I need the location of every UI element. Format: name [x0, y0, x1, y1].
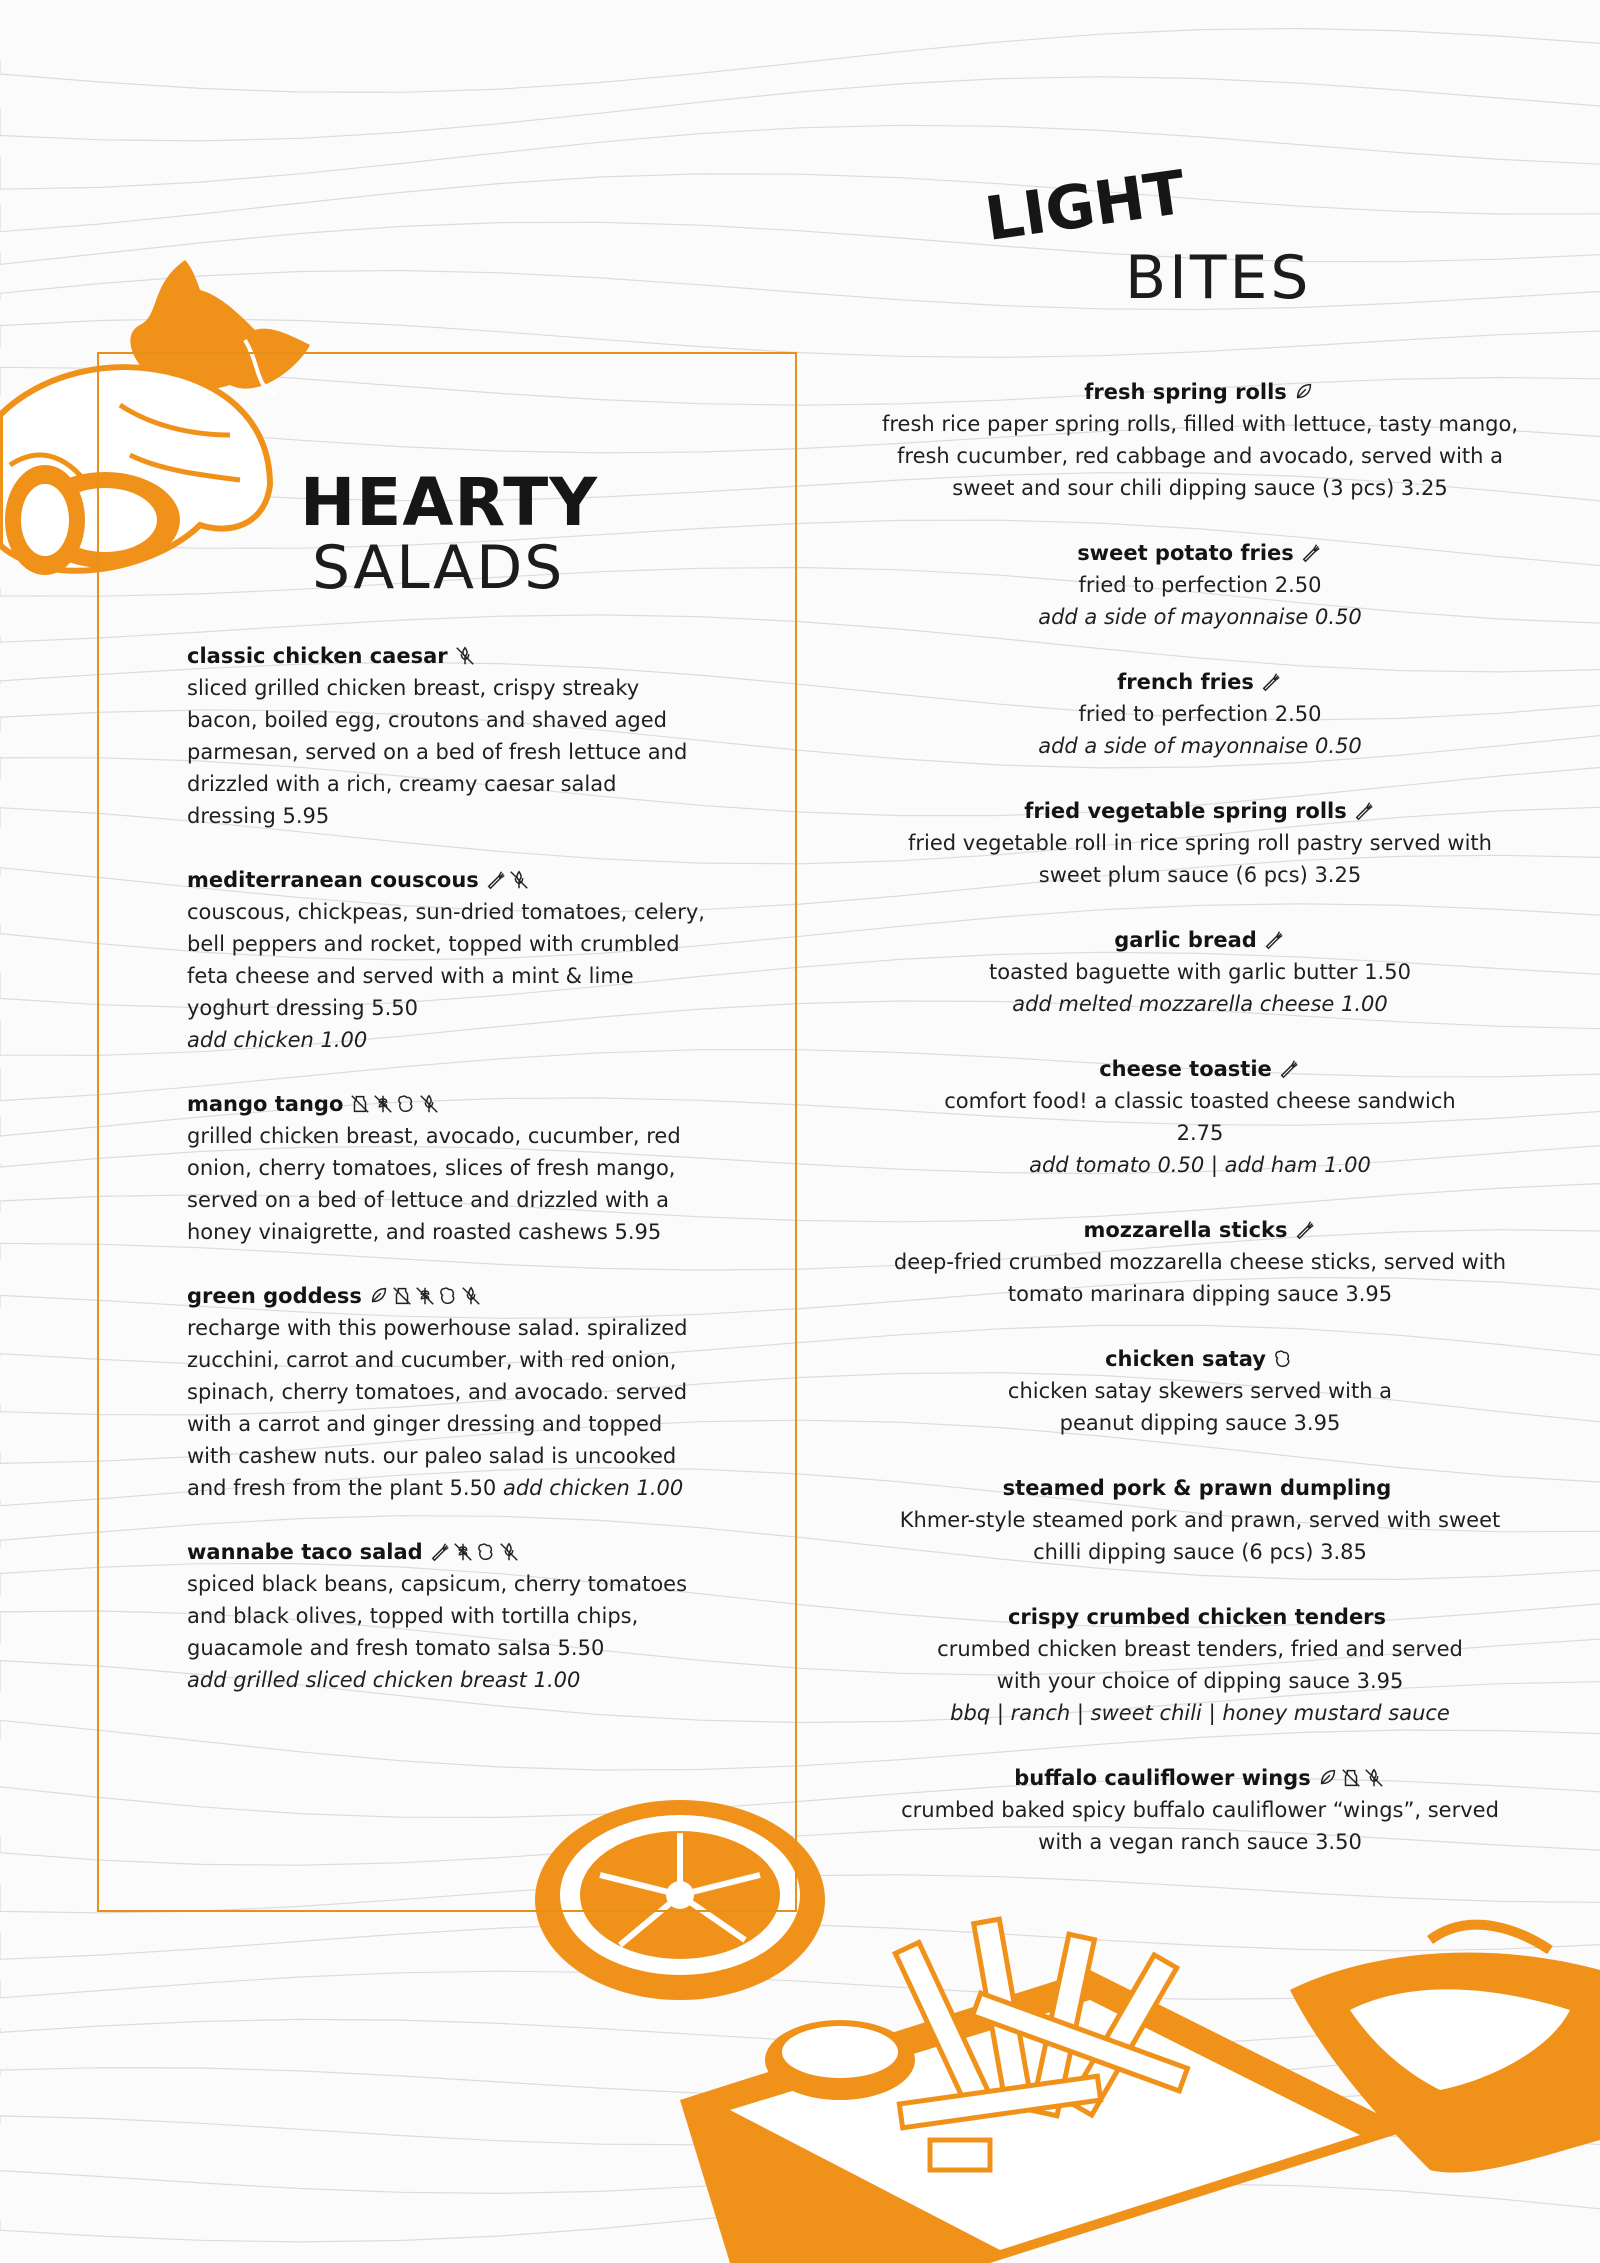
menu-item — [880, 1214, 1520, 1310]
menu-item — [880, 1601, 1520, 1729]
item-description: deep-fried crumbed mozzarella cheese sticks, served with tomato marinara dipping sauce 3.95 — [893, 1250, 1507, 1306]
no-gluten-icon — [1363, 1767, 1385, 1789]
menu-item — [880, 1762, 1520, 1858]
dietary-icons — [1294, 1219, 1317, 1245]
wheat-free-icon — [372, 1093, 394, 1115]
item-name: sweet potato fries — [1077, 541, 1294, 565]
dietary-icons — [1260, 671, 1283, 697]
vegetarian-icon — [1300, 542, 1322, 564]
item-name: fried vegetable spring rolls — [1024, 799, 1347, 823]
dietary-icons — [1300, 542, 1323, 568]
item-addon: add melted mozzarella cheese 1.00 — [1012, 992, 1388, 1016]
item-description: fresh rice paper spring rolls, filled with lettuce, tasty mango, fresh cucumber, red cabbage and avocado, served with a sweet and sour chili dipping sauce (3 pcs) 3.25 — [881, 412, 1519, 500]
menu-item — [187, 864, 707, 1056]
item-description: toasted baguette with garlic butter 1.50 — [989, 960, 1411, 984]
item-addon: add chicken 1.00 — [187, 1028, 368, 1052]
item-addon: bbq | ranch | sweet chili | honey mustard sauce — [950, 1701, 1450, 1725]
menu-item — [880, 666, 1520, 762]
item-description-text: recharge with this powerhouse salad. spiralized zucchini, carrot and cucumber, with red onion, spinach, cherry tomatoes, and avocado. served with a carrot and ginger dressing and topped with cashew nuts. our paleo salad is uncooked and fresh from the plant 5.50 — [187, 1316, 688, 1500]
item-addon: add tomato 0.50 | add ham 1.00 — [1029, 1153, 1371, 1177]
item-description: crumbed chicken breast tenders, fried and served with your choice of dipping sauce 3.95 — [937, 1637, 1463, 1693]
item-name: buffalo cauliflower wings — [1014, 1766, 1311, 1790]
item-description: fried to perfection 2.50 — [1078, 573, 1322, 597]
item-name: cheese toastie — [1099, 1057, 1272, 1081]
vegetarian-icon — [1278, 1058, 1300, 1080]
item-name: mozzarella sticks — [1083, 1218, 1288, 1242]
no-gluten-icon — [508, 869, 530, 891]
dietary-icons — [454, 645, 477, 671]
nuts-icon — [395, 1093, 417, 1115]
menu-item — [187, 1088, 707, 1248]
item-name: crispy crumbed chicken tenders — [1007, 1605, 1387, 1629]
wheat-free-icon — [452, 1541, 474, 1563]
nuts-icon — [475, 1541, 497, 1563]
menu-item — [187, 1280, 707, 1504]
no-gluten-icon — [454, 645, 476, 667]
item-description: chicken satay skewers served with a peanut dipping sauce 3.95 — [1007, 1379, 1393, 1435]
menu-item — [880, 795, 1520, 891]
item-name: classic chicken caesar — [187, 644, 448, 668]
item-name: wannabe taco salad — [187, 1540, 423, 1564]
nuts-icon — [1272, 1348, 1294, 1370]
item-name: green goddess — [187, 1284, 362, 1308]
item-name: mediterranean couscous — [187, 868, 479, 892]
no-gluten-icon — [460, 1285, 482, 1307]
vegan-icon — [1317, 1767, 1339, 1789]
vegan-icon — [368, 1285, 390, 1307]
salads-title-bold: HEARTY — [300, 464, 599, 541]
bites-heading — [980, 157, 1312, 313]
item-description — [187, 1312, 707, 1504]
menu-item — [880, 537, 1520, 633]
item-addon: add a side of mayonnaise 0.50 — [1038, 605, 1362, 629]
item-description: fried vegetable roll in rice spring roll pastry served with sweet plum sauce (6 pcs) 3.25 — [908, 831, 1492, 887]
dietary-icons — [429, 1541, 521, 1567]
item-name: garlic bread — [1114, 928, 1257, 952]
vegetarian-icon — [1353, 800, 1375, 822]
dietary-icons — [1317, 1767, 1386, 1793]
item-description: spiced black beans, capsicum, cherry tomatoes and black olives, topped with tortilla chips, guacamole and fresh tomato salsa 5.50 — [187, 1572, 688, 1660]
item-name: french fries — [1117, 670, 1254, 694]
menu-item — [880, 376, 1520, 504]
vegetarian-icon — [485, 869, 507, 891]
dietary-icons — [368, 1285, 483, 1311]
item-addon: add a side of mayonnaise 0.50 — [1038, 734, 1362, 758]
bites-list — [880, 376, 1520, 1891]
menu-item — [187, 1536, 707, 1696]
item-description: sliced grilled chicken breast, crispy streaky bacon, boiled egg, croutons and shaved aged parmesan, served on a bed of fresh lettuce and drizzled with a rich, creamy caesar salad dressing 5.95 — [187, 676, 688, 828]
menu-item — [880, 1472, 1520, 1568]
no-gluten-icon — [418, 1093, 440, 1115]
item-name: fresh spring rolls — [1084, 380, 1287, 404]
nuts-icon — [437, 1285, 459, 1307]
menu-item — [880, 1053, 1520, 1181]
wheat-free-icon — [414, 1285, 436, 1307]
menu-item — [187, 640, 707, 832]
item-description: comfort food! a classic toasted cheese sandwich 2.75 — [944, 1089, 1456, 1145]
dietary-icons — [349, 1093, 441, 1119]
vegetarian-icon — [1263, 929, 1285, 951]
bites-title-bold: LIGHT — [980, 157, 1190, 255]
menu-item — [880, 1343, 1520, 1439]
item-name: steamed pork & prawn dumpling — [1002, 1476, 1392, 1500]
salads-title-thin: SALADS — [312, 533, 565, 603]
item-description: grilled chicken breast, avocado, cucumber, red onion, cherry tomatoes, slices of fresh mango, served on a bed of lettuce and drizzled with a honey vinaigrette, and roasted cashews 5.95 — [187, 1124, 681, 1244]
vegetarian-icon — [429, 1541, 451, 1563]
dietary-icons — [1353, 800, 1376, 826]
dietary-icons — [485, 869, 531, 895]
dairy-free-icon — [1340, 1767, 1362, 1789]
item-description: crumbed baked spicy buffalo cauliflower “wings”, served with a vegan ranch sauce 3.50 — [901, 1798, 1499, 1854]
item-addon: add chicken 1.00 — [502, 1476, 684, 1500]
vegetarian-icon — [1294, 1219, 1316, 1241]
no-gluten-icon — [498, 1541, 520, 1563]
dairy-free-icon — [391, 1285, 413, 1307]
item-description: Khmer-style steamed pork and prawn, served with sweet chilli dipping sauce (6 pcs) 3.85 — [899, 1508, 1501, 1564]
item-addon: add grilled sliced chicken breast 1.00 — [187, 1668, 581, 1692]
item-name: mango tango — [187, 1092, 344, 1116]
dietary-icons — [1278, 1058, 1301, 1084]
vegetarian-icon — [1260, 671, 1282, 693]
fries-board-illustration — [670, 1880, 1600, 2263]
salads-heading — [300, 464, 599, 603]
item-description: couscous, chickpeas, sun-dried tomatoes, celery, bell peppers and rocket, topped with crumbled feta cheese and served with a mint & lime yoghurt dressing 5.50 — [187, 900, 705, 1020]
bites-title-thin: BITES — [1125, 243, 1312, 313]
dairy-free-icon — [349, 1093, 371, 1115]
item-name: chicken satay — [1105, 1347, 1266, 1371]
salads-list — [187, 640, 707, 1728]
dietary-icons — [1293, 381, 1316, 407]
menu-item — [880, 924, 1520, 1020]
item-description: fried to perfection 2.50 — [1078, 702, 1322, 726]
vegan-icon — [1293, 381, 1315, 403]
dietary-icons — [1272, 1348, 1295, 1374]
dietary-icons — [1263, 929, 1286, 955]
